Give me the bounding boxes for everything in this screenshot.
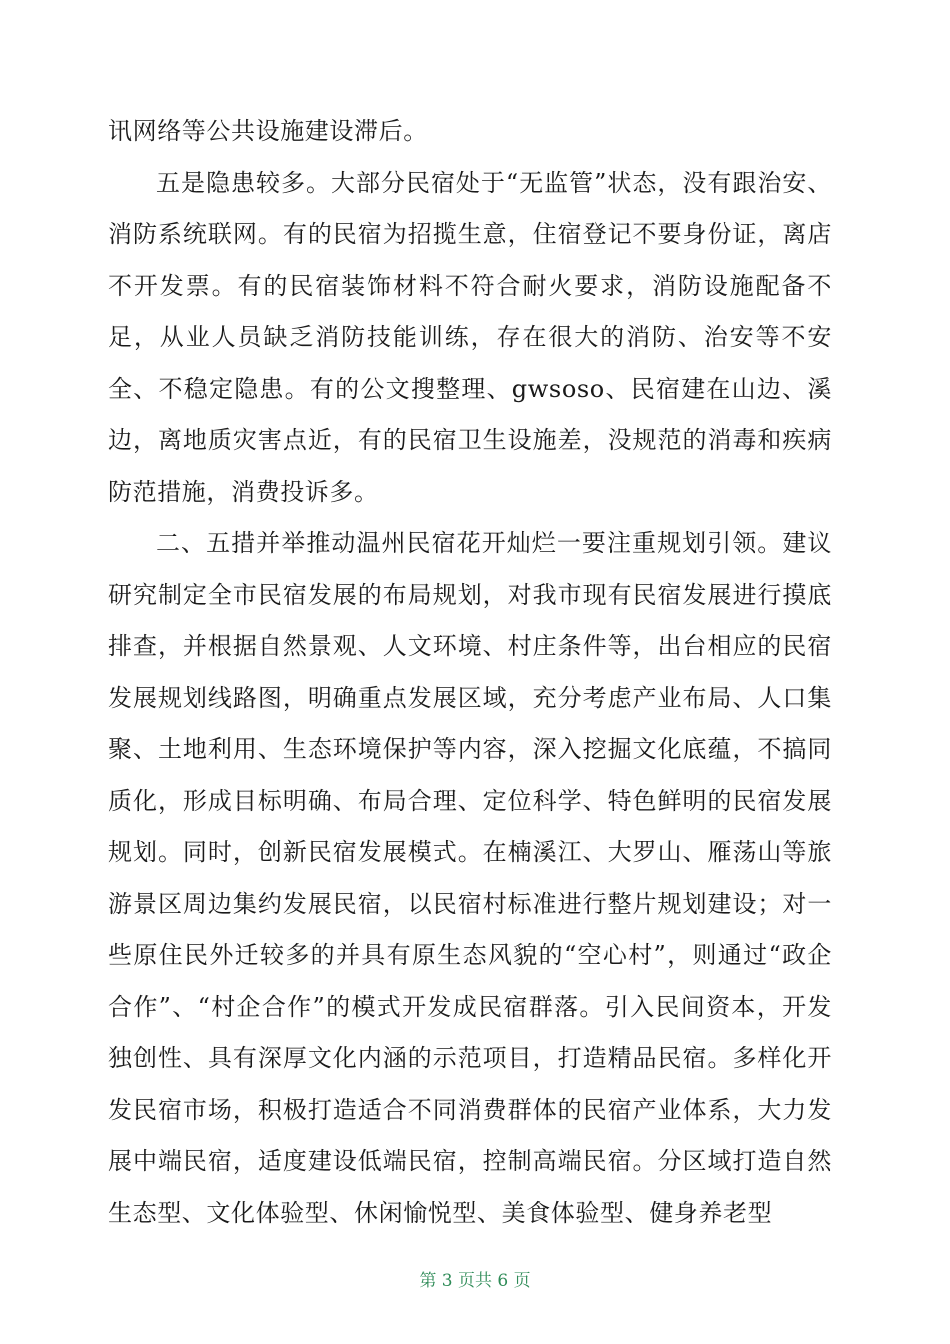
paragraph-continuation: 讯网络等公共设施建设滞后。 xyxy=(108,117,428,145)
page-number-footer: 第 3 页共 6 页 xyxy=(419,1271,531,1291)
paragraph-hazards: 五是隐患较多。大部分民宿处于“无监管”状态，没有跟治安、消防系统联网。有的民宿为招揽生意，住宿登记不要身份证，离店不开发票。有的民宿装饰材料不符合耐火要求，消防设施配备不足，从业人员缺乏消防技能训练，存在很大的消防、治安等不安全、不稳定隐患。有的公文搜整理、gwsoso、民宿建在山边、溪边，离地质灾害点近，有的民宿卫生设施差，没规范的消毒和疾病防范措施，消费投诉多。 xyxy=(108,168,832,506)
paragraph-measures: 二、五措并举推动温州民宿花开灿烂一要注重规划引领。建议研究制定全市民宿发展的布局规划，对我市现有民宿发展进行摸底排查，并根据自然景观、人文环境、村庄条件等，出台相应的民宿发展规划线路图，明确重点发展区域，充分考虑产业布局、人口集聚、土地利用、生态环境保护等内容，深入挖掘文化底蕴，不搞同质化，形成目标明确、布局合理、定位科学、特色鲜明的民宿发展规划。同时，创新民宿发展模式。在楠溪江、大罗山、雁荡山等旅游景区周边集约发展民宿，以民宿村标准进行整片规划建设；对一些原住民外迁较多的并具有原生态风貌的“空心村”，则通过“政企合作”、“村企合作”的模式开发成民宿群落。引入民间资本，开发独创性、具有深厚文化内涵的示范项目，打造精品民宿。多样化开发民宿市场，积极打造适合不同消费群体的民宿产业体系，大力发展中端民宿，适度建设低端民宿，控制高端民宿。分区域打造自然生态型、文化体验型、休闲愉悦型、美食体验型、健身养老型 xyxy=(108,529,832,1227)
document-body xyxy=(108,106,832,1239)
